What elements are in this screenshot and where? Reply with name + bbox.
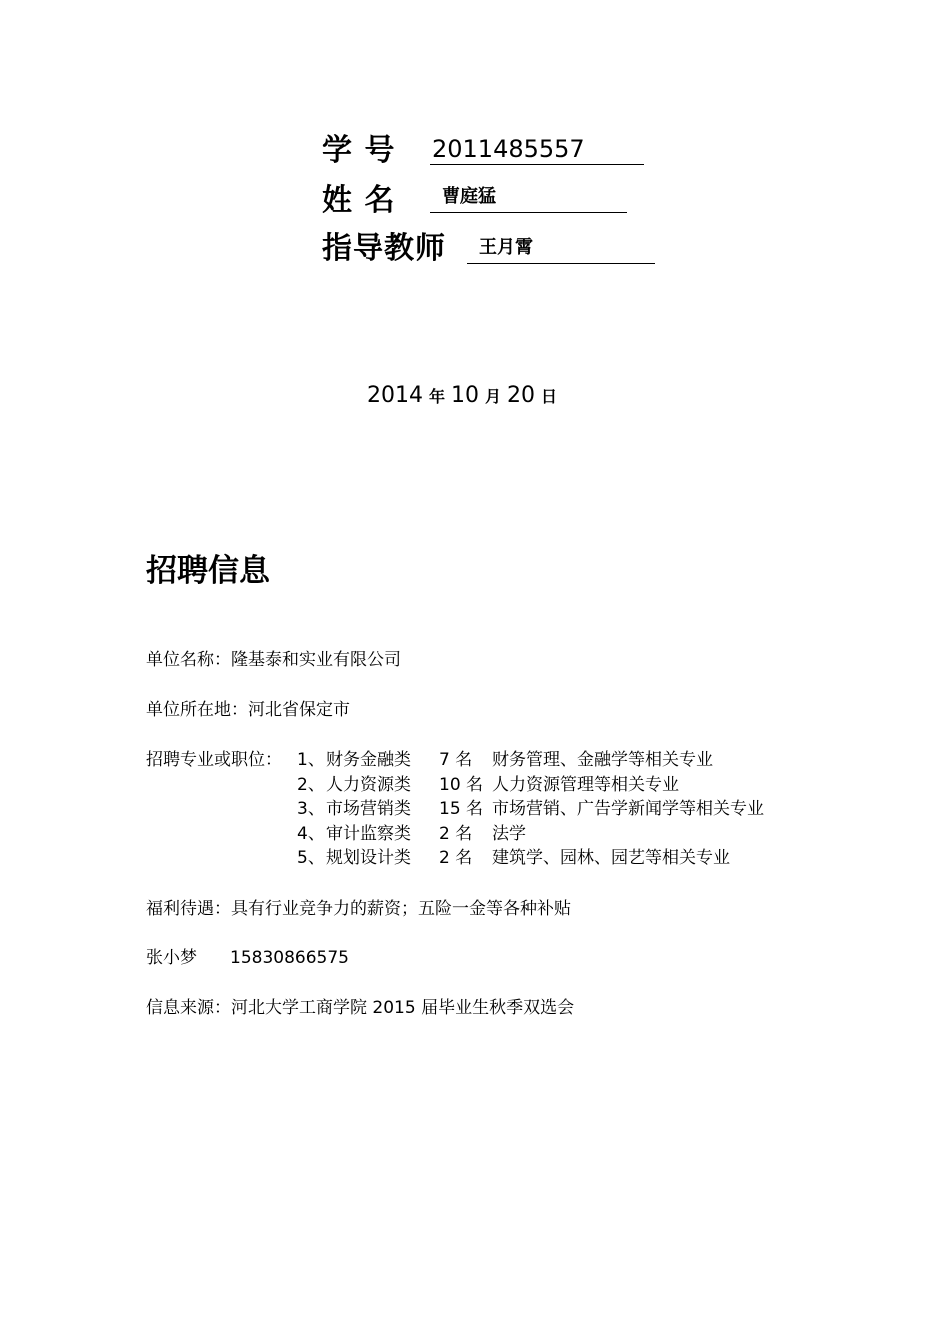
- position-count: 2 名: [439, 824, 473, 844]
- date-day-unit: 日: [541, 387, 558, 406]
- position-category: 规划设计类: [326, 848, 411, 868]
- position-count: 7 名: [439, 750, 473, 770]
- source-line: 信息来源：河北大学工商学院 2015 届毕业生秋季双选会: [146, 998, 575, 1018]
- contact-phone: 15830866575: [230, 948, 349, 968]
- position-number: 5、: [297, 848, 325, 868]
- position-category: 人力资源类: [326, 775, 411, 795]
- student-id-value: 2011485557: [430, 134, 644, 165]
- date-year-unit: 年: [429, 387, 446, 406]
- benefits-line: 福利待遇：具有行业竞争力的薪资；五险一金等各种补贴: [146, 899, 571, 919]
- name-value: 曹庭猛: [430, 182, 627, 213]
- position-number: 4、: [297, 824, 325, 844]
- position-majors: 市场营销、广告学新闻学等相关专业: [492, 799, 764, 819]
- date-month-unit: 月: [485, 387, 502, 406]
- student-id-label: 学 号: [322, 133, 396, 168]
- location-line: 单位所在地：河北省保定市: [146, 700, 350, 720]
- position-category: 审计监察类: [326, 824, 411, 844]
- positions-label: 招聘专业或职位：: [146, 750, 282, 770]
- advisor-label: 指导教师: [322, 231, 446, 266]
- position-majors: 建筑学、园林、园艺等相关专业: [492, 848, 730, 868]
- position-number: 3、: [297, 799, 325, 819]
- date-year: 2014: [367, 383, 423, 408]
- section-title: 招聘信息: [146, 553, 270, 589]
- position-category: 市场营销类: [326, 799, 411, 819]
- position-majors: 人力资源管理等相关专业: [492, 775, 679, 795]
- position-majors: 财务管理、金融学等相关专业: [492, 750, 713, 770]
- position-count: 15 名: [439, 799, 484, 819]
- date-day: 20: [507, 383, 536, 408]
- position-number: 1、: [297, 750, 325, 770]
- position-number: 2、: [297, 775, 325, 795]
- date-month: 10: [451, 383, 480, 408]
- name-label: 姓 名: [322, 183, 396, 218]
- position-count: 2 名: [439, 848, 473, 868]
- company-line: 单位名称：隆基泰和实业有限公司: [146, 650, 401, 670]
- cover-date: [367, 381, 563, 412]
- position-majors: 法学: [492, 824, 526, 844]
- advisor-value: 王月霄: [467, 233, 655, 264]
- contact-name: 张小梦: [146, 948, 197, 968]
- position-category: 财务金融类: [326, 750, 411, 770]
- position-count: 10 名: [439, 775, 484, 795]
